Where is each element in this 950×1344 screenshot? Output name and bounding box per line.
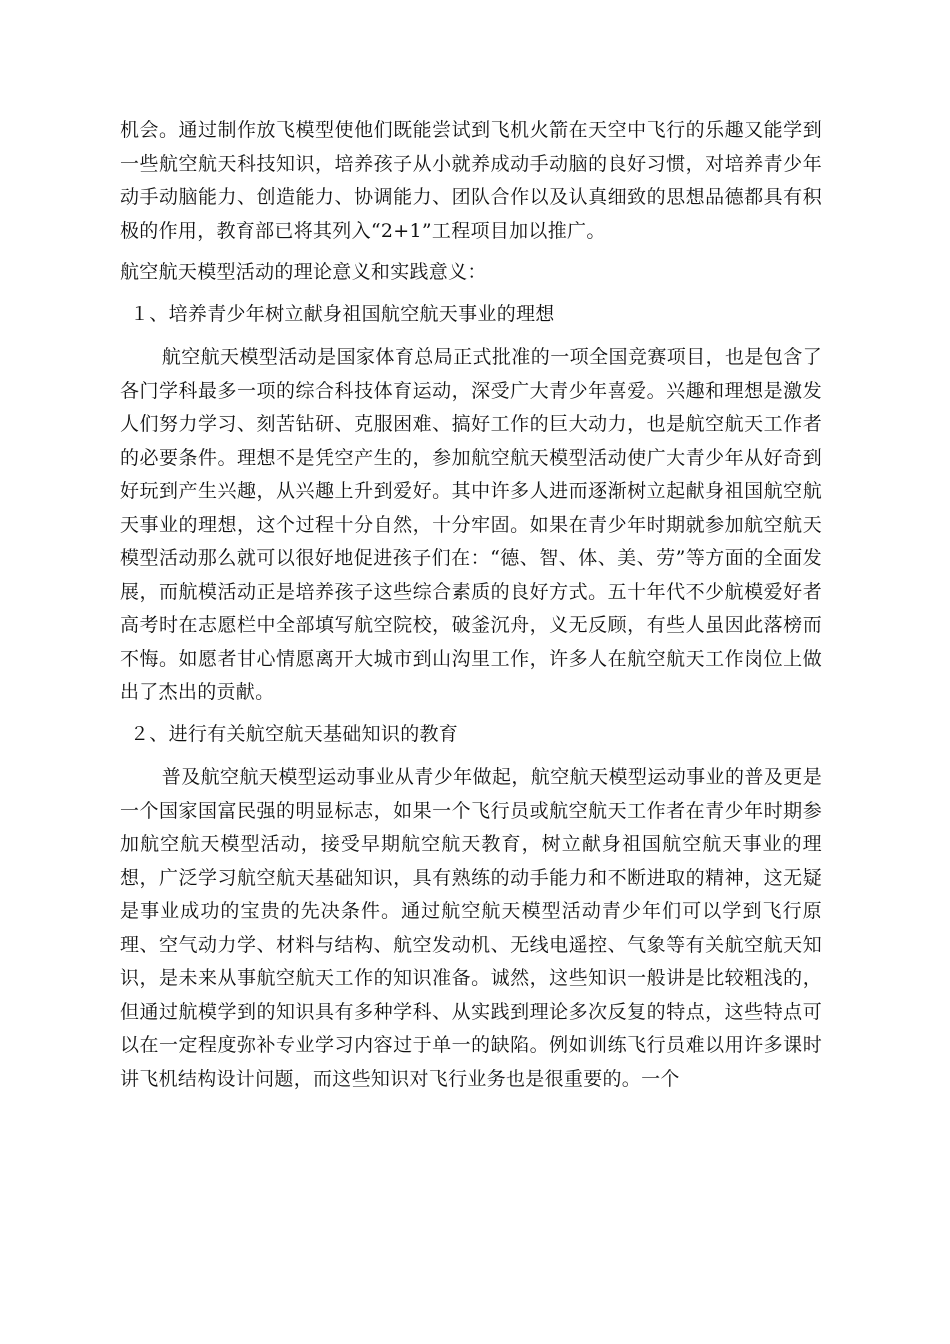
intro-paragraph: 机会。通过制作放飞模型使他们既能尝试到飞机火箭在天空中飞行的乐趣又能学到一些航空航天科技知识，培养孩子从小就养成动手动脑的良好习惯，对培养青少年动手动脑能力、创造能力、协调能力、团队合作以及认真细致的思想品德都具有积极的作用，教育部已将其列入“2+1”工程项目加以推广。	[120, 119, 822, 242]
section-heading-2: ２、进行有关航空航天基础知识的教育	[130, 722, 459, 745]
section-2-paragraph: 普及航空航天模型运动事业从青少年做起，航空航天模型运动事业的普及更是一个国家国富民强的明显标志，如果一个飞行员或航空航天工作者在青少年时期参加航空航天模型活动，接受早期航空航天教育，树立献身祖国航空航天事业的理想，广泛学习航空航天基础知识，具有熟练的动手能力和不断进取的精神，这无疑是事业成功的宝贵的先决条件。通过航空航天模型活动青少年们可以学到飞行原理、空气动力学、材料与结构、航空发动机、无线电遥控、气象等有关航空航天知识，是未来从事航空航天工作的知识准备。诚然，这些知识一般讲是比较粗浅的，但通过航模学到的知识具有多种学科、从实践到理论多次反复的特点，这些特点可以在一定程度弥补专业学习内容过于单一的缺陷。例如训练飞行员难以用许多课时讲飞机结构设计问题，而这些知识对飞行业务也是很重要的。一个	[120, 766, 822, 1090]
section-title: 航空航天模型活动的理论意义和实践意义：	[120, 261, 487, 283]
document-body	[120, 114, 822, 1096]
section-1-paragraph: 航空航天模型活动是国家体育总局正式批准的一项全国竞赛项目，也是包含了各门学科最多一项的综合科技体育运动，深受广大青少年喜爱。兴趣和理想是激发人们努力学习、刻苦钻研、克服困难、搞好工作的巨大动力，也是航空航天工作者的必要条件。理想不是凭空产生的，参加航空航天模型活动使广大青少年从好奇到好玩到产生兴趣，从兴趣上升到爱好。其中许多人进而逐渐树立起献身祖国航空航天事业的理想，这个过程十分自然，十分牢固。如果在青少年时期就参加航空航天模型活动那么就可以很好地促进孩子们在：“德、智、体、美、劳”等方面的全面发展，而航模活动正是培养孩子这些综合素质的良好方式。五十年代不少航模爱好者高考时在志愿栏中全部填写航空院校，破釜沉舟，义无反顾，有些人虽因此落榜而不悔。如愿者甘心情愿离开大城市到山沟里工作，许多人在航空航天工作岗位上做出了杰出的贡献。	[120, 346, 822, 703]
section-heading-1: １、培养青少年树立献身祖国航空航天事业的理想	[130, 302, 555, 325]
